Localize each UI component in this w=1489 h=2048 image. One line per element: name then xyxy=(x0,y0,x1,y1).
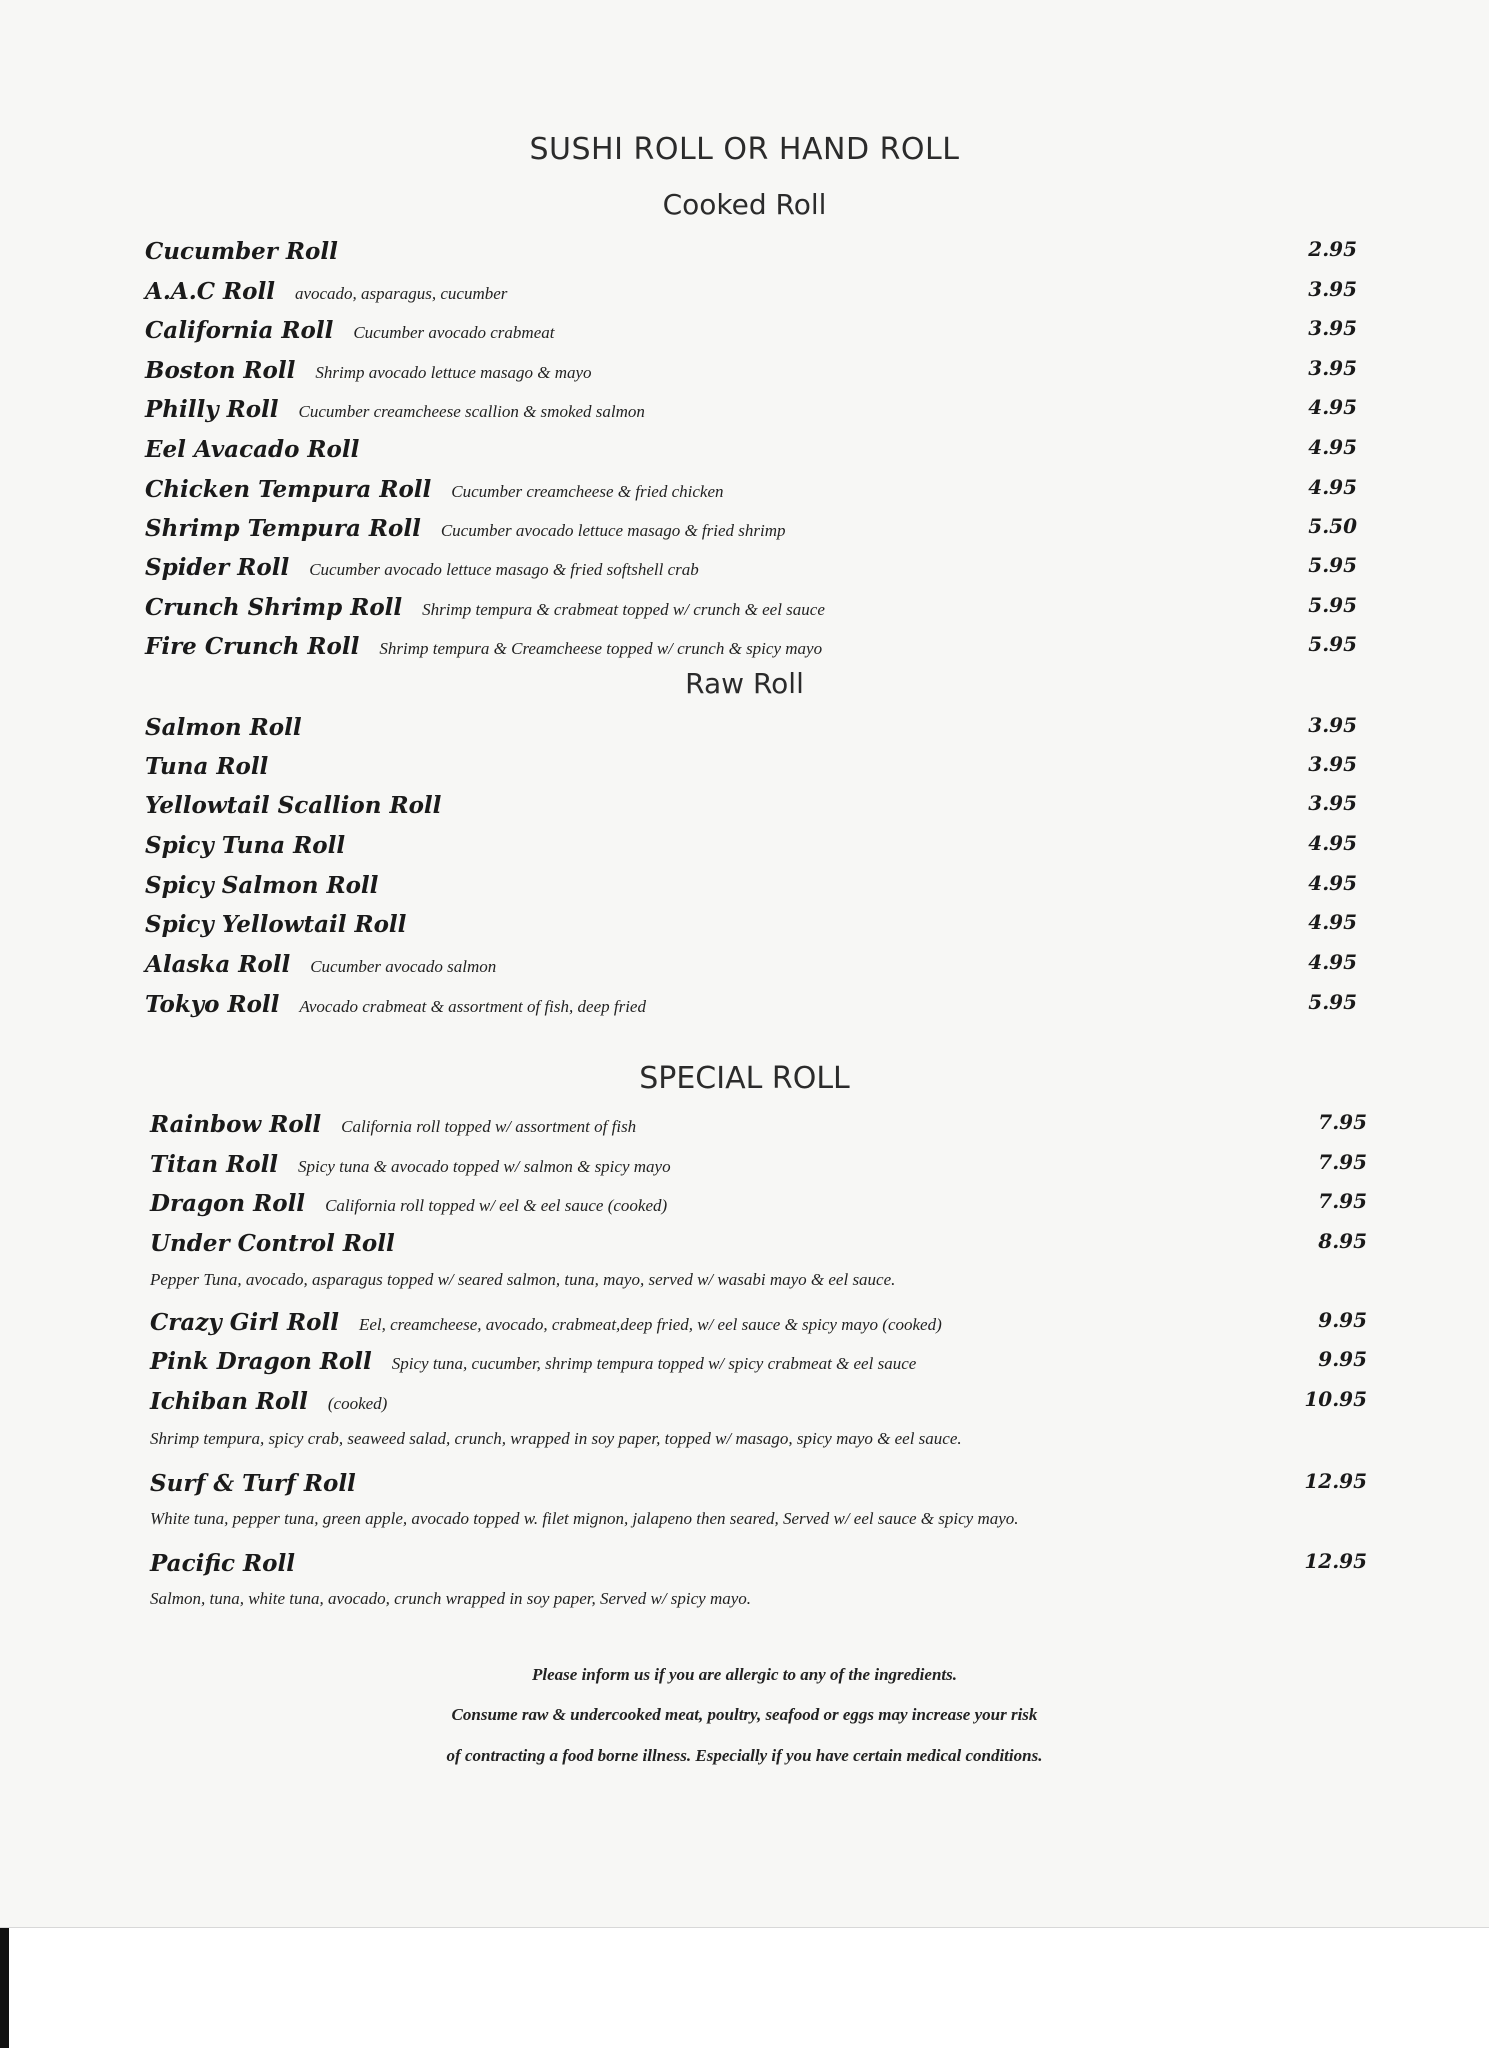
item-name xyxy=(150,1348,916,1375)
item-name xyxy=(145,792,461,819)
item-name xyxy=(150,1470,376,1497)
menu-item xyxy=(0,312,1489,352)
item-name xyxy=(145,515,786,542)
menu-item xyxy=(0,510,1489,550)
item-name-text: Spicy Salmon Roll xyxy=(145,872,379,899)
item-price: 5.95 xyxy=(1308,553,1357,577)
menu-item xyxy=(0,946,1489,986)
menu-item xyxy=(0,827,1489,867)
menu-item xyxy=(0,867,1489,907)
item-name-text: Spicy Tuna Roll xyxy=(145,832,346,859)
health-warning-line2: of contracting a food borne illness. Especially if you have certain medical conditions. xyxy=(446,1746,1043,1765)
item-name-text: Surf & Turf Roll xyxy=(150,1470,356,1497)
scan-bottom-margin xyxy=(0,1928,1489,2048)
item-name xyxy=(145,238,358,265)
item-name-text: Tuna Roll xyxy=(145,753,269,780)
item-price: 7.95 xyxy=(1318,1110,1367,1134)
menu-item xyxy=(0,1225,1489,1265)
menu-item xyxy=(0,352,1489,392)
menu-item xyxy=(0,273,1489,313)
item-name xyxy=(145,357,592,384)
item-name xyxy=(145,476,724,503)
special-heading: SPECIAL ROLL xyxy=(639,1061,850,1096)
item-price: 12.95 xyxy=(1304,1469,1367,1493)
item-desc: Cucumber creamcheese scallion & smoked salmon xyxy=(298,402,645,421)
item-price: 4.95 xyxy=(1308,950,1357,974)
item-desc: (cooked) xyxy=(327,1394,388,1413)
item-desc: Shrimp tempura & crabmeat topped w/ crunch & eel sauce xyxy=(422,600,825,619)
raw-heading: Raw Roll xyxy=(685,667,804,700)
item-name-text: Spider Roll xyxy=(145,554,290,581)
item-price: 4.95 xyxy=(1308,871,1357,895)
item-desc: Spicy tuna, cucumber, shrimp tempura topped w/ spicy crabmeat & eel sauce xyxy=(391,1354,917,1373)
item-price: 4.95 xyxy=(1308,395,1357,419)
item-name xyxy=(150,1190,667,1217)
item-price: 12.95 xyxy=(1304,1549,1367,1573)
allergy-notice: Please inform us if you are allergic to any of the ingredients. xyxy=(532,1665,957,1684)
menu-item xyxy=(0,431,1489,471)
item-price: 5.95 xyxy=(1308,632,1357,656)
item-name-text: Alaska Roll xyxy=(145,951,291,978)
menu-item xyxy=(0,471,1489,511)
item-desc: California roll topped w/ assortment of fish xyxy=(341,1117,637,1136)
item-name-text: Under Control Roll xyxy=(150,1230,395,1257)
item-long-desc: Pepper Tuna, avocado, asparagus topped w/ seared salmon, tuna, mayo, served w/ wasabi mayo & eel sauce. xyxy=(150,1270,896,1289)
health-warning-line1: Consume raw & undercooked meat, poultry, seafood or eggs may increase your risk xyxy=(451,1705,1038,1724)
item-price: 5.95 xyxy=(1308,990,1357,1014)
item-name-text: Fire Crunch Roll xyxy=(145,633,360,660)
item-desc: Cucumber avocado salmon xyxy=(310,957,497,976)
item-name-text: Cucumber Roll xyxy=(145,238,338,265)
item-desc: Cucumber avocado lettuce masago & fried shrimp xyxy=(440,521,786,540)
item-price: 5.50 xyxy=(1308,514,1357,538)
item-name-text: Spicy Yellowtail Roll xyxy=(145,911,407,938)
menu-title: SUSHI ROLL OR HAND ROLL xyxy=(529,132,960,167)
menu-item xyxy=(0,589,1489,629)
item-name-text: Philly Roll xyxy=(145,396,279,423)
item-name xyxy=(145,554,699,581)
item-price: 9.95 xyxy=(1318,1347,1367,1371)
item-price: 7.95 xyxy=(1318,1150,1367,1174)
item-name xyxy=(145,317,554,344)
item-name-text: Yellowtail Scallion Roll xyxy=(145,792,442,819)
item-desc: Spicy tuna & avocado topped w/ salmon & spicy mayo xyxy=(298,1157,671,1176)
item-name-text: Pink Dragon Roll xyxy=(150,1348,372,1375)
item-price: 4.95 xyxy=(1308,831,1357,855)
item-price: 2.95 xyxy=(1308,237,1357,261)
item-price: 9.95 xyxy=(1318,1308,1367,1332)
item-name-text: Titan Roll xyxy=(150,1151,279,1178)
menu-item xyxy=(0,391,1489,431)
item-name-text: Rainbow Roll xyxy=(150,1111,322,1138)
item-name xyxy=(150,1309,942,1336)
item-name xyxy=(145,951,496,978)
cooked-heading: Cooked Roll xyxy=(662,188,827,221)
item-desc: Avocado crabmeat & assortment of fish, deep fried xyxy=(299,997,646,1016)
item-name-text: Eel Avacado Roll xyxy=(145,436,360,463)
item-name-text: Shrimp Tempura Roll xyxy=(145,515,421,542)
menu-item xyxy=(0,1146,1489,1186)
menu-item xyxy=(0,1465,1489,1505)
menu-item xyxy=(0,906,1489,946)
item-price: 4.95 xyxy=(1308,910,1357,934)
item-name-text: Tokyo Roll xyxy=(145,991,280,1018)
menu-item xyxy=(0,1383,1489,1423)
item-price: 5.95 xyxy=(1308,593,1357,617)
item-price: 10.95 xyxy=(1304,1387,1367,1411)
item-name-text: Crazy Girl Roll xyxy=(150,1309,339,1336)
menu-item xyxy=(0,1185,1489,1225)
item-desc: Cucumber avocado crabmeat xyxy=(353,323,555,342)
item-name xyxy=(150,1151,671,1178)
item-name-text: Pacific Roll xyxy=(150,1550,295,1577)
item-price: 3.95 xyxy=(1308,277,1357,301)
item-name-text: California Roll xyxy=(145,317,334,344)
item-desc: Cucumber avocado lettuce masago & fried softshell crab xyxy=(309,560,699,579)
item-name xyxy=(150,1550,315,1577)
item-name-text: A.A.C Roll xyxy=(145,278,275,305)
item-name-text: Crunch Shrimp Roll xyxy=(145,594,403,621)
item-name-text: Dragon Roll xyxy=(150,1190,306,1217)
menu-item xyxy=(0,549,1489,589)
item-name xyxy=(145,436,379,463)
item-name-text: Ichiban Roll xyxy=(150,1388,308,1415)
menu-item xyxy=(0,787,1489,827)
item-desc: avocado, asparagus, cucumber xyxy=(294,284,508,303)
item-desc: Eel, creamcheese, avocado, crabmeat,deep fried, w/ eel sauce & spicy mayo (cooked) xyxy=(358,1315,942,1334)
item-name-text: Chicken Tempura Roll xyxy=(145,476,432,503)
item-long-desc: Shrimp tempura, spicy crab, seaweed salad, crunch, wrapped in soy paper, topped w/ masago, spicy mayo & eel sauce. xyxy=(150,1429,962,1448)
item-price: 3.95 xyxy=(1308,752,1357,776)
item-desc: Shrimp tempura & Creamcheese topped w/ crunch & spicy mayo xyxy=(379,639,823,658)
menu-item xyxy=(0,628,1489,668)
item-price: 3.95 xyxy=(1308,356,1357,380)
item-price: 7.95 xyxy=(1318,1189,1367,1213)
item-price: 4.95 xyxy=(1308,435,1357,459)
item-name xyxy=(150,1111,636,1138)
menu-item xyxy=(0,986,1489,1026)
item-desc: Shrimp avocado lettuce masago & mayo xyxy=(315,363,592,382)
menu-item xyxy=(0,748,1489,788)
item-name xyxy=(145,594,825,621)
item-name xyxy=(150,1388,387,1415)
menu-item xyxy=(0,233,1489,273)
item-price: 3.95 xyxy=(1308,713,1357,737)
menu-item xyxy=(0,1304,1489,1344)
item-price: 8.95 xyxy=(1318,1229,1367,1253)
menu-item xyxy=(0,709,1489,749)
item-name xyxy=(145,714,322,741)
menu-item xyxy=(0,1545,1489,1585)
item-name xyxy=(145,278,507,305)
menu-item xyxy=(0,1343,1489,1383)
item-name-text: Boston Roll xyxy=(145,357,296,384)
item-name xyxy=(145,911,426,938)
item-name xyxy=(145,991,646,1018)
item-price: 3.95 xyxy=(1308,791,1357,815)
item-long-desc: Salmon, tuna, white tuna, avocado, crunch wrapped in soy paper, Served w/ spicy mayo. xyxy=(150,1589,752,1608)
item-name xyxy=(145,872,398,899)
item-price: 4.95 xyxy=(1308,475,1357,499)
scan-edge xyxy=(0,1928,9,2048)
item-name xyxy=(145,396,645,423)
item-name xyxy=(145,753,288,780)
item-name xyxy=(145,832,365,859)
item-name-text: Salmon Roll xyxy=(145,714,302,741)
menu-item xyxy=(0,1106,1489,1146)
item-desc: Cucumber creamcheese & fried chicken xyxy=(451,482,724,501)
item-price: 3.95 xyxy=(1308,316,1357,340)
item-long-desc: White tuna, pepper tuna, green apple, avocado topped w. filet mignon, jalapeno then seared, Served w/ eel sauce & spicy mayo. xyxy=(150,1509,1019,1528)
item-name xyxy=(145,633,822,660)
item-desc: California roll topped w/ eel & eel sauce (cooked) xyxy=(325,1196,668,1215)
item-name xyxy=(150,1230,415,1257)
